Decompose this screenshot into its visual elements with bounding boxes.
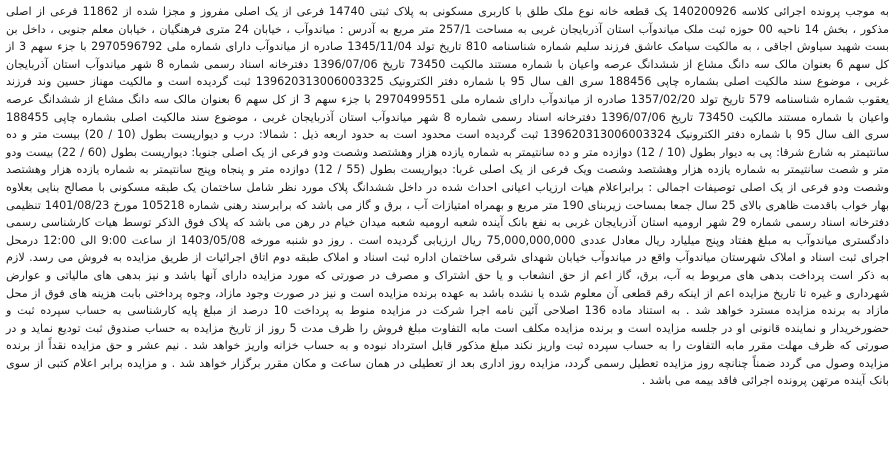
auction-notice-text: به موجب پرونده اجرائی کلاسه 140200926 یک قطعه خانه نوع ملک طلق با کاربری مسکونی به پلاک ثبتی 14740 فرعی از یک اصلی مفروز و مجزا شده از 11862 فرعی از اصلی مذکور ، بخش 14 ناحیه 00 حوزه ثبت ملک میاندوآب استان آذربایجان غربی به مساحت 257/1 متر مربع به آدرس : میاندوآب ، خیابان 24 متری فرهنگیان ، خیابان معلم جنوبی ، داخل بن بست شهید سیاوش اجاقی ، به مالکیت سیامک عاشق فرزند سلیم شماره شناسنامه 810 تاریخ تولد 1345/11/04 صادره از میاندوآب دارای شماره ملی 2970596792 با جزء سهم 3 از کل سهم 6 بعنوان مالک سه دانگ مشاع از ششدانگ عرصه واعیان با شماره مستند مالکیت 73450 تاریخ 1396/07/06 دفترخانه اسناد رسمی شماره 8 شهر میاندوآب استان آذربایجان غربی ، موضوع سند مالکیت اصلی بشماره چاپی 188456 سری الف سال 95 با شماره دفتر الکترونیک 139620313006003325 ثبت گردیده است و مالکیت مهناز حسین وند فرزند یعقوب شماره شناسنامه 579 تاریخ تولد 1357/02/20 صادره از میاندوآب دارای شماره ملی 2970499551 با جزء سهم 3 از کل سهم 6 بعنوان مالک سه دانگ مشاع از ششدانگ عرصه واعیان با شماره مستند مالکیت 73450 تاریخ 1396/07/06 دفترخانه اسناد رسمی شماره 8 شهر میاندوآب استان آذربایجان غربی ، موضوع سند مالکیت اصلی بشماره چاپی 188455 سری الف سال 95 با شماره دفتر الکترونیک 139620313006003324 ثبت گردیده است محدود است به حدود اربعه ذیل : شمالا: درب و دیواریست بطول (10 / 20) بیست متر و ده سانتیمتر به شارع شرقا: پی به دیوار بطول (10 / 12) دوازده متر و ده سانتیمتر به شماره یازده هزار وهشتصد وشصت ودو فرعی از یک اصلی جنوبا: دیواریست بطول (60 / 22) بیست ودو متر و شصت سانتیمتر به شماره یازده هزار وهشتصد وشصت ویک فرعی از یک اصلی غربا: دیواریست بطول (55 / 12) دوازده متر و پنجاه وپنج سانتیمتر به شماره یازده هزار وهشتصد وشصت ودو فرعی از یک اصلی توصیفات اجمالی : برابراعلام هیات ارزیاب اعیانی احداث شده در داخل ششدانگ پلاک مورد نظر شامل ساختمان یک طبقه مسکونی با مصالح بنایی بعلاوه بهار خواب باقدمت ظاهری بالای 25 سال جمعا بمساحت زیربنای 190 متر مربع و بهمراه امتیازات آب ، برق و گاز می باشد که برابرسند رهنی شماره 105218 مورخ 1401/08/23 تنظیمی دفترخانه اسناد رسمی شماره 29 شهر ارومیه استان آذربایجان غربی به نفع بانک آینده شعبه ارومیه شعبه میدان خیام در رهن می باشد که پلاک فوق الذکر توسط هیات کارشناسی رسمی دادگستری میاندوآب به مبلغ هفتاد وپنج میلیارد ریال معادل عددی 75,000,000,000 ریال ارزیابی گردیده است . روز دو شنبه مورخه 1403/05/08 از ساعت 9:00 الی 12:00 درمحل اجرای ثبت اسناد و املاک شهرستان میاندوآب واقع در میاندوآب خیابان شهدای شرقی ساختمان اداره ثبت اسناد و املاک طبقه دوم اتاق اجرائیات از طریق مزایده به فروش می رسد. لازم به ذکر است پرداخت بدهی های مربوط به آب، برق، گاز اعم از حق انشعاب و یا حق اشتراک و مصرف در صورتی که مورد مزایده دارای آنها باشد و نیز بدهی های مالیاتی و عوارض شهرداری و غیره تا تاریخ مزایده اعم از اینکه رقم قطعی آن معلوم شده یا نشده باشد به عهده برنده مزایده است و نیز در صورت وجود مازاد، وجوه پرداختی بابت هزینه های فوق از محل مازاد به برنده مزایده مسترد خواهد شد . به استناد ماده 136 اصلاحی آئین نامه اجرا شرکت در مزایده منوط به پرداخت 10 درصد از مبلغ پایه کارشناسی به حساب سپرده ثبت و حضورخریدار و نماینده قانونی او در جلسه مزایده است و برنده مزایده مکلف است مابه التفاوت مبلغ فروش را ظرف مدت 5 روز از تاریخ مزایده به حساب صندوق ثبت تودیع نماید و در صورتی که ظرف مهلت مقرر مابه التفاوت را به حساب سپرده ثبت واریز نکند مبلغ مذکور قابل استرداد نبوده و به حساب خزانه واریز خواهد شد . نیم عشر و حق مزایده نقداً از برنده مزایده وصول می گردد ضمناً چنانچه روز مزایده تعطیل رسمی گردد، مزایده روز اداری بعد از تعطیلی در همان ساعت و مکان مقرر برگزار خواهد شد . و مزایده برابر اعلام کتبی از سوی بانک آینده مرتهن پرونده اجرائی فاقد بیمه می باشد . <box>6 5 890 388</box>
